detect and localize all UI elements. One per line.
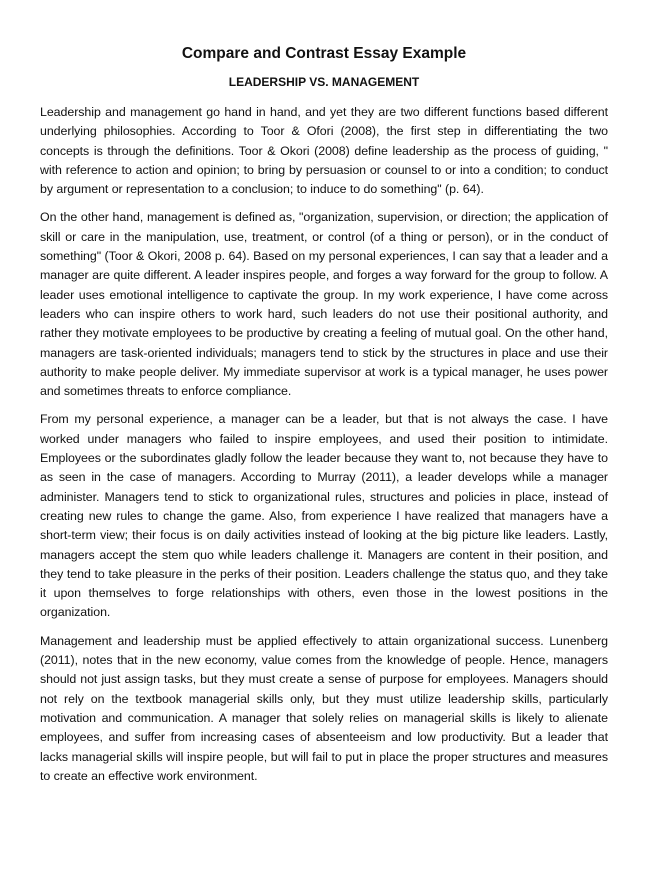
essay-subtitle: LEADERSHIP VS. MANAGEMENT — [228, 75, 420, 89]
paragraph-1: Leadership and management go hand in hand, and yet they are two different functions based different underlying philosophies. According to Toor & Ofori (2008), the first step in differentiating the two concepts is through the definitions. Toor & Okori (2008) define leadership as the process of guiding, " with reference to action and opinion; to bring by persuasion or counsel to or into a condition; to conduct by argument or representation to a conclusion; to induce to do something" (p. 64). — [40, 105, 608, 197]
essay-title: Compare and Contrast Essay Example — [181, 45, 467, 62]
paragraph-3: From my personal experience, a manager can be a leader, but that is not always the case. I have worked under managers who failed to inspire employees, and used their position to intimidate. Employees or the subordinates gladly follow the leader because they want to, not because they have to as seen in the case of managers. According to Murray (2011), a leader develops while a manager administer. Managers tend to stick to organizational rules, structures and policies in place, instead of creating new rules to change the game. Also, from experience I have realized that managers have a short-term view; their focus is on daily activities instead of looking at the big picture like leaders. Lastly, managers accept the stem quo while leaders challenge it. Managers are content in their position, and they tend to take pleasure in the perks of their position. Leaders challenge the status quo, and they take it upon themselves to forge relationships with others, even those in the lowest positions in the organization. — [40, 412, 608, 620]
paragraph-2: On the other hand, management is defined as, "organization, supervision, or direction; the application of skill or care in the manipulation, use, treatment, or control (of a thing or person), or in the conduct of something" (Toor & Okori, 2008 p. 64). Based on my personal experiences, I can say that a leader and a manager are quite different. A leader inspires people, and forges a way forward for the group to follow. A leader uses emotional intelligence to captivate the group. In my work experience, I have come across leaders who can inspire others to work hard, such leaders do not use their positional authority, and rather they motivate employees to be productive by creating a feeling of mutual goal. On the other hand, managers are task-oriented individuals; managers tend to stick by the structures in place and use their authority to make people deliver. My immediate supervisor at work is a typical manager, he uses power and sometimes threats to enforce compliance. — [40, 210, 608, 399]
paragraph-4: Management and leadership must be applied effectively to attain organizational success. Lunenberg (2011), notes that in the new economy, value comes from the knowledge of people. Hence, managers should not just assign tasks, but they must create a sense of purpose for employees. Managers should not rely on the textbook managerial skills only, but they must utilize leadership skills, particularly motivation and communication. A manager that solely relies on managerial skills is likely to alienate employees, and suffer from increasing cases of absenteeism and low productivity. But a leader that lacks managerial skills will inspire people, but will fail to put in place the proper structures and measures to create an effective work environment. — [40, 633, 608, 783]
